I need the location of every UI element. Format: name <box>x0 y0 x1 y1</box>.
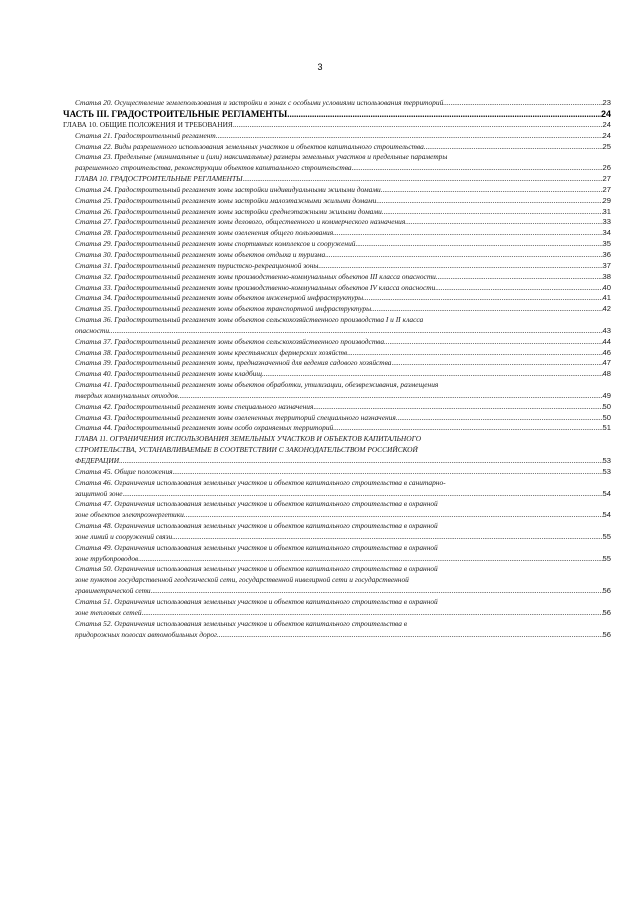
toc-entry-title: ЧАСТЬ III. ГРАДОСТРОИТЕЛЬНЫЕ РЕГЛАМЕНТЫ <box>63 108 288 119</box>
toc-page-number: 51 <box>602 423 611 433</box>
toc-page-number: 35 <box>602 239 611 249</box>
dot-leader <box>243 174 603 185</box>
toc-entry-title: Статья 29. Градостроительный регламент зоны спортивных комплексов и сооружений <box>75 239 356 249</box>
toc-entry[interactable] <box>63 413 611 424</box>
toc-entry[interactable] <box>63 337 611 348</box>
toc-page-number: 24 <box>602 119 611 129</box>
toc-page-number: 55 <box>602 553 611 563</box>
toc-page-number: 43 <box>602 325 611 335</box>
toc-entry[interactable] <box>63 152 611 174</box>
toc-page-number: 41 <box>602 293 611 303</box>
toc-entry[interactable] <box>63 109 611 120</box>
toc-entry-title: Статья 25. Градостроительный регламент зоны застройки малоэтажными жилыми домами <box>75 195 377 205</box>
toc-entry[interactable] <box>63 467 611 478</box>
toc-entry-title-line: Статья 47. Ограничения использования земельных участков и объектов капитального строительства в охранной <box>75 499 438 509</box>
dot-leader <box>178 391 603 402</box>
toc-page-number: 29 <box>602 195 611 205</box>
toc-page-number: 37 <box>602 260 611 270</box>
toc-entry[interactable] <box>63 478 611 500</box>
toc-entry-title: гравиметрической сети <box>75 586 151 596</box>
toc-entry-title-line: СТРОИТЕЛЬСТВА, УСТАНАВЛИВАЕМЫЕ В СООТВЕТСТВИИ С ЗАКОНОДАТЕЛЬСТВОМ РОССИЙСКОЙ <box>75 445 418 455</box>
toc-page-number: 25 <box>602 141 611 151</box>
toc-entry-title: разрешенного строительства, реконструкции объектов капитального строительства <box>75 163 352 173</box>
toc-entry[interactable] <box>63 261 611 272</box>
toc-entry-title: придорожных полосах автомобильных дорог <box>75 629 218 639</box>
toc-page-number: 40 <box>602 282 611 292</box>
toc-entry-title: Статья 37. Градостроительный регламент зоны объектов сельскохозяйственного производства <box>75 336 385 346</box>
toc-entry-title: зоне тепловых сетей <box>75 607 142 617</box>
dot-leader <box>424 142 603 153</box>
toc-page-number: 50 <box>602 401 611 411</box>
toc-page-number: 49 <box>602 390 611 400</box>
dot-leader <box>119 456 602 467</box>
toc-entry-title-line: ГЛАВА 11. ОГРАНИЧЕНИЯ ИСПОЛЬЗОВАНИЯ ЗЕМЕЛЬНЫХ УЧАСТКОВ И ОБЪЕКТОВ КАПИТАЛЬНОГО <box>75 434 422 444</box>
toc-page-number: 54 <box>602 510 611 520</box>
toc-page-number: 54 <box>602 488 611 498</box>
dot-leader <box>184 510 603 521</box>
dot-leader <box>352 163 603 174</box>
toc-page-number: 27 <box>602 174 611 184</box>
page-number: 3 <box>317 62 323 72</box>
toc-entry-title: Статья 21. Градостроительный регламент <box>75 130 216 140</box>
toc-page-number: 47 <box>602 358 611 368</box>
toc-page-number: 24 <box>600 108 611 119</box>
toc-entry[interactable] <box>63 272 611 283</box>
toc-entry-title: Статья 27. Градостроительный регламент зоны делового, общественного и коммерческого назначения <box>75 217 406 227</box>
dot-leader <box>347 348 602 359</box>
dot-leader <box>216 131 603 142</box>
toc-entry-title-line: Статья 48. Ограничения использования земельных участков и объектов капитального строительства в охранной <box>75 521 438 531</box>
toc-entry-title: ФЕДЕРАЦИИ <box>75 456 120 465</box>
dot-leader <box>396 413 603 424</box>
toc-page-number: 56 <box>602 629 611 639</box>
toc-page-number: 42 <box>602 304 611 314</box>
toc-entry-title: Статья 42. Градостроительный регламент зоны специального назначения <box>75 401 314 411</box>
toc-page-number: 56 <box>602 607 611 617</box>
dot-leader <box>325 250 602 261</box>
toc-entry[interactable] <box>63 174 611 185</box>
toc-page-number: 46 <box>602 347 611 357</box>
toc-entry[interactable] <box>63 564 611 597</box>
toc-entry[interactable] <box>63 380 611 402</box>
toc-entry-title: Статья 43. Градостроительный регламент зоны озелененных территорий специального назначения <box>75 412 396 422</box>
toc-entry-title: Статья 30. Градостроительный регламент зоны объектов отдыха и туризма <box>75 249 326 259</box>
toc-entry-title: опасности <box>75 325 110 335</box>
dot-leader <box>363 293 602 304</box>
toc-entry[interactable] <box>63 142 611 153</box>
dot-leader <box>217 630 603 641</box>
toc-page-number: 36 <box>602 249 611 259</box>
toc-entry-title: Статья 44. Градостроительный регламент зоны особо охраняемых территорий <box>75 423 334 433</box>
toc-entry-title: Статья 33. Градостроительный регламент зоны производственно-коммунальных объектов IV класса опасности <box>75 282 436 292</box>
toc-entry[interactable] <box>63 434 611 467</box>
toc-page-number: 27 <box>602 184 611 194</box>
toc-entry[interactable] <box>63 250 611 261</box>
dot-leader <box>371 304 602 315</box>
toc-entry[interactable] <box>63 207 611 218</box>
dot-leader <box>138 554 602 565</box>
dot-leader <box>355 239 602 250</box>
toc-entry[interactable] <box>63 293 611 304</box>
toc-entry-title: ГЛАВА 10. ГРАДОСТРОИТЕЛЬНЫЕ РЕГЛАМЕНТЫ <box>75 174 243 184</box>
toc-entry-title: защитной зоне <box>75 488 123 498</box>
toc-entry-title: Статья 34. Градостроительный регламент зоны объектов инженерной инфраструктуры <box>75 293 364 303</box>
toc-entry-title-line: Статья 41. Градостроительный регламент зоны объектов обработки, утилизации, обезвреживания, размещения <box>75 380 439 390</box>
toc-entry-title-line: Статья 50. Ограничения использования земельных участков и объектов капитального строительства в охранной <box>75 564 438 574</box>
toc-entry[interactable] <box>63 217 611 228</box>
dot-leader <box>287 109 601 120</box>
toc-entry[interactable] <box>63 402 611 413</box>
toc-entry[interactable] <box>63 185 611 196</box>
toc-entry-title: Статья 38. Градостроительный регламент зоны крестьянских фермерских хозяйств <box>75 347 348 357</box>
dot-leader <box>405 217 602 228</box>
toc-entry[interactable] <box>63 239 611 250</box>
toc-entry-title: Статья 26. Градостроительный регламент зоны застройки среднеэтажными жилыми домами <box>75 206 382 216</box>
toc-entry-title: Статья 20. Осуществление землепользования и застройки в зонах с особыми условиями использования территорий <box>75 98 444 107</box>
toc-page-number: 55 <box>602 531 611 541</box>
dot-leader <box>313 402 602 413</box>
dot-leader <box>109 326 603 337</box>
toc-entry[interactable] <box>63 619 611 641</box>
toc-entry[interactable] <box>63 131 611 142</box>
toc-entry-title: Статья 35. Градостроительный регламент зоны объектов транспортной инфраструктуры <box>75 304 372 314</box>
toc-entry-title: зоне трубопроводов <box>75 553 139 563</box>
toc-entry[interactable] <box>63 98 611 109</box>
dot-leader <box>123 489 603 500</box>
toc-page-number: 44 <box>602 336 611 346</box>
dot-leader <box>262 369 603 380</box>
toc-entry-title-line: Статья 23. Предельные (минимальные и (или) максимальные) размеры земельных участков и предельные параметры <box>75 152 448 162</box>
toc-entry-title: зоне объектов электроэнергетики <box>75 510 184 520</box>
toc-page-number: 31 <box>602 206 611 216</box>
toc-page-number: 50 <box>602 412 611 422</box>
dot-leader <box>384 337 603 348</box>
toc-page-number: 23 <box>602 98 611 107</box>
toc-entry[interactable] <box>63 543 611 565</box>
dot-leader <box>381 185 603 196</box>
toc-entry-title-line: Статья 51. Ограничения использования земельных участков и объектов капитального строительства в охранной <box>75 596 438 606</box>
toc-entry-title-line: зоне пунктов государственной геодезической сети, государственной нивелирной сети и государственной <box>75 575 409 585</box>
toc-entry-title: Статья 39. Градостроительный регламент зоны, предназначенной для ведения садового хозяйства <box>75 358 392 368</box>
dot-leader <box>443 98 602 109</box>
toc-page-number: 53 <box>602 466 611 476</box>
dot-leader <box>333 228 602 239</box>
toc-page-number: 33 <box>602 217 611 227</box>
toc-page-number: 24 <box>602 130 611 140</box>
toc-page-number: 56 <box>602 586 611 596</box>
toc-page-number: 48 <box>602 369 611 379</box>
dot-leader <box>392 358 603 369</box>
toc-entry[interactable] <box>63 283 611 294</box>
toc-entry[interactable] <box>63 228 611 239</box>
toc-entry-title-line: Статья 36. Градостроительный регламент зоны объектов сельскохозяйственного производства I и II класса <box>75 315 424 325</box>
dot-leader <box>173 467 603 478</box>
toc-page-number: 53 <box>602 456 611 465</box>
toc-entry-title: ГЛАВА 10. ОБЩИЕ ПОЛОЖЕНИЯ И ТРЕБОВАНИЯ <box>63 119 233 129</box>
toc-entry[interactable] <box>63 499 611 521</box>
toc-entry[interactable] <box>63 358 611 369</box>
dot-leader <box>142 608 603 619</box>
toc-entry-title: Статья 22. Виды разрешенного использования земельных участков и объектов капитального строительства <box>75 141 424 151</box>
dot-leader <box>233 120 603 131</box>
toc-entry[interactable] <box>63 348 611 359</box>
toc-entry-title: Статья 40. Градостроительный регламент зоны кладбищ <box>75 369 262 379</box>
toc-entry[interactable] <box>63 120 611 131</box>
dot-leader <box>172 532 602 543</box>
toc-entry-title: Статья 28. Градостроительный регламент зоны озеленения общего пользования <box>75 228 334 238</box>
dot-leader <box>151 586 603 597</box>
toc-entry[interactable] <box>63 369 611 380</box>
toc-entry[interactable] <box>63 423 611 434</box>
toc-entry-title: Статья 31. Градостроительный регламент туристско-рекреационной зоны <box>75 260 319 270</box>
dot-leader <box>333 423 602 434</box>
toc-entry[interactable] <box>63 597 611 619</box>
dot-leader <box>376 196 602 207</box>
toc-entry-title: Статья 32. Градостроительный регламент зоны производственно-коммунальных объектов III класса опасности <box>75 271 436 281</box>
toc-entry[interactable] <box>63 196 611 207</box>
toc-entry[interactable] <box>63 304 611 315</box>
toc-entry-title: твердых коммунальных отходов <box>75 390 178 400</box>
toc-entry[interactable] <box>63 315 611 337</box>
toc-page-number: 38 <box>602 271 611 281</box>
table-of-contents <box>63 98 611 640</box>
toc-page-number: 34 <box>602 228 611 238</box>
toc-entry-title-line: Статья 46. Ограничения использования земельных участков и объектов капитального строительства в санитарно- <box>75 477 446 487</box>
toc-entry-title: Статья 45. Общие положения <box>75 466 173 476</box>
toc-entry-title: зоне линий и сооружений связи <box>75 531 173 541</box>
toc-entry-title-line: Статья 52. Ограничения использования земельных участков и объектов капитального строительства в <box>75 618 407 628</box>
toc-entry-title-line: Статья 49. Ограничения использования земельных участков и объектов капитального строительства в охранной <box>75 542 438 552</box>
dot-leader <box>435 283 602 294</box>
dot-leader <box>318 261 602 272</box>
toc-entry[interactable] <box>63 521 611 543</box>
dot-leader <box>436 272 603 283</box>
dot-leader <box>382 207 603 218</box>
toc-page-number: 26 <box>602 163 611 173</box>
toc-entry-title: Статья 24. Градостроительный регламент зоны застройки индивидуальными жилыми домами <box>75 184 381 194</box>
